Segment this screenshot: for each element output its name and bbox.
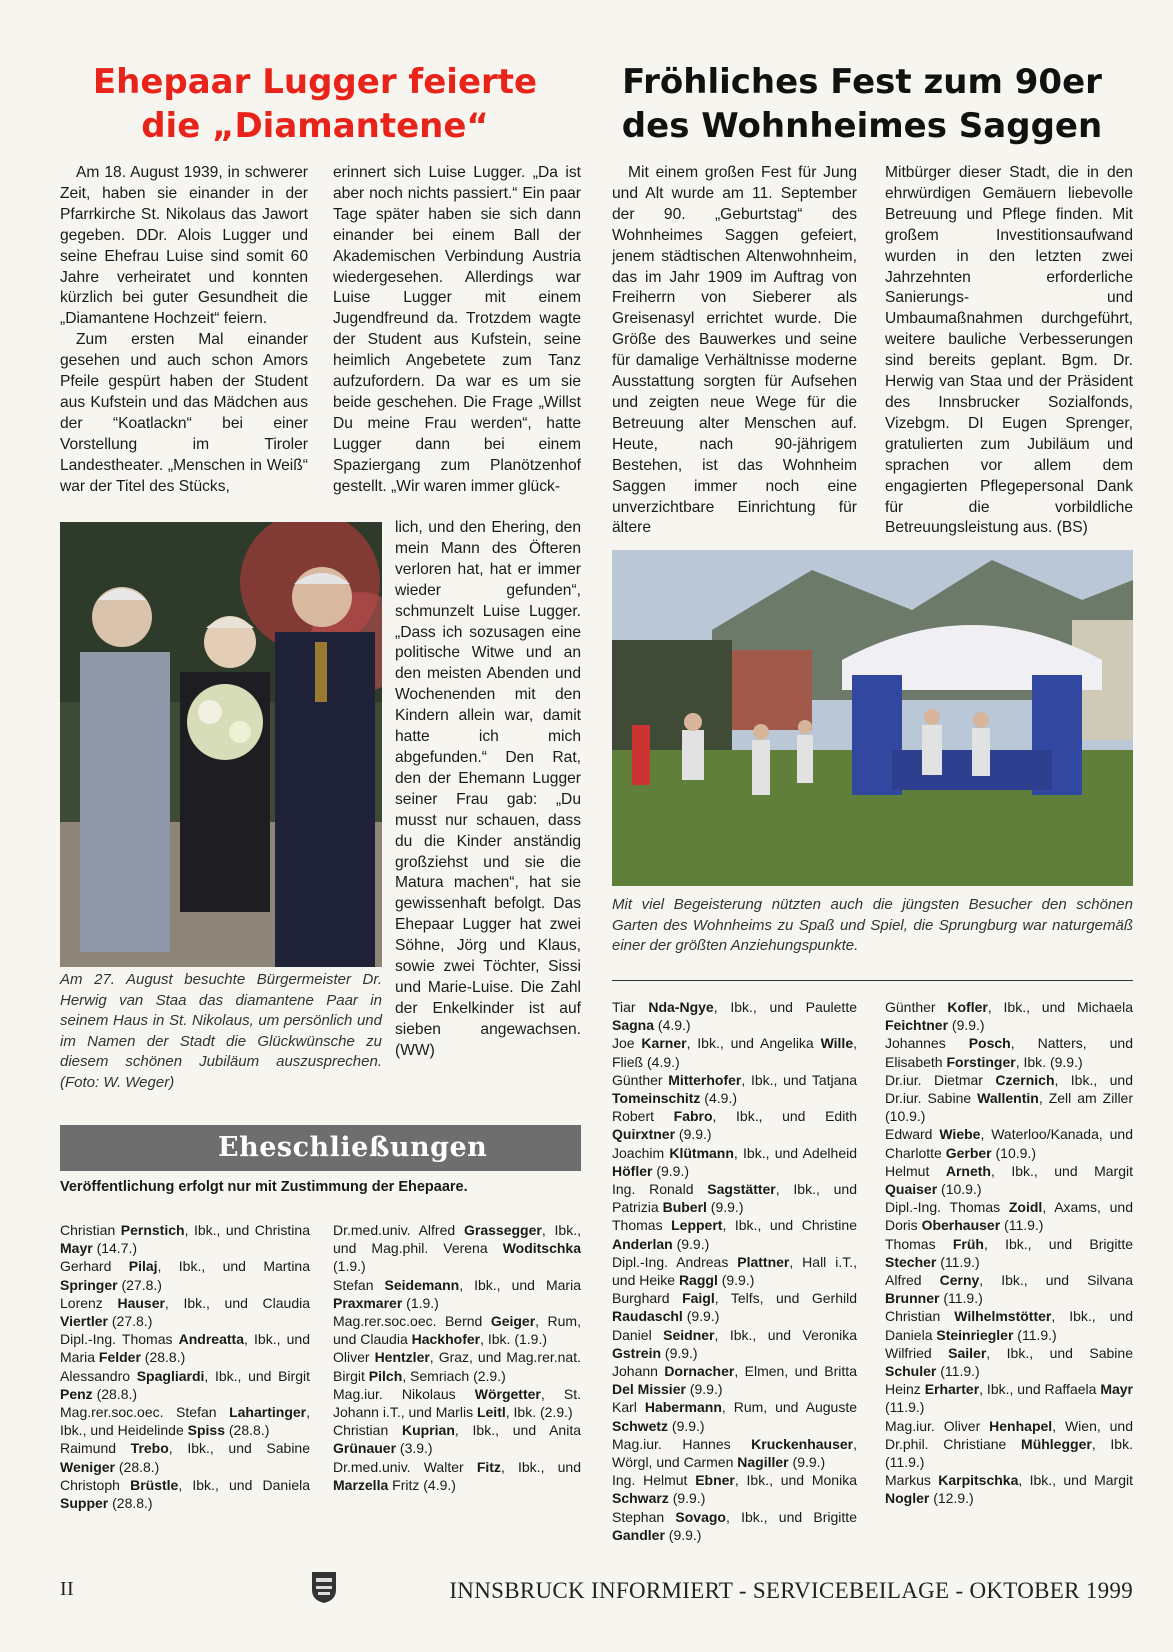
marriage-entry — [885, 1344, 1133, 1380]
marriage-surname: Karpitschka — [938, 1472, 1019, 1489]
marriage-surname: Geiger — [490, 1313, 536, 1330]
marriage-surname: Feichtner — [885, 1017, 949, 1034]
marriage-text: Johann — [612, 1363, 665, 1380]
marriage-entry — [60, 1257, 310, 1293]
marriage-text: (4.9.) — [700, 1090, 737, 1107]
marriage-text: Gerhard — [60, 1258, 129, 1275]
marriage-entry — [60, 1403, 310, 1439]
marriage-text: (28.8.) — [140, 1349, 186, 1366]
marriage-surname: Dornacher — [664, 1363, 735, 1380]
marriage-surname: Schwetz — [612, 1417, 669, 1434]
marriage-text: (28.8.) — [114, 1458, 160, 1475]
marriage-text: , Ibk., und Claudia — [164, 1294, 310, 1311]
marriages-col3 — [612, 998, 857, 1544]
marriage-entry — [612, 1216, 857, 1252]
marriage-text: Mag.rer.soc.oec. Bernd — [333, 1313, 491, 1330]
marriage-text: , Ibk., und Sabine — [168, 1440, 310, 1457]
marriage-text: Dipl.-Ing. Thomas — [885, 1199, 1009, 1216]
marriage-text: Daniel — [612, 1326, 664, 1343]
marriage-text: (11.9.) — [1000, 1217, 1044, 1234]
marriage-surname: Plattner — [737, 1253, 790, 1270]
marriage-entry — [885, 1471, 1133, 1507]
marriage-text: Raimund — [60, 1440, 131, 1457]
marriage-entry — [612, 1253, 857, 1289]
marriage-text: (9.9.) — [668, 1417, 705, 1434]
marriage-text: , Waterloo/Kanada, und Charlotte — [885, 1126, 1133, 1161]
marriage-text: , Zell am Ziller (10.9.) — [885, 1090, 1133, 1125]
marriage-text: (27.8.) — [117, 1276, 162, 1293]
marriage-text: , Natters, und Elisabeth — [885, 1035, 1133, 1070]
marriage-surname: Erharter — [924, 1381, 980, 1398]
marriage-text: , Ibk., und Veronika — [714, 1326, 857, 1343]
marriage-surname: Andreatta — [178, 1331, 244, 1348]
marriage-surname: Mayr — [60, 1240, 93, 1257]
marriage-surname: Karner — [641, 1035, 687, 1052]
right-headline-line2: des Wohnheimes Saggen — [621, 106, 1103, 146]
marriage-text: (9.9.) — [652, 1162, 690, 1179]
marriage-text: Markus — [885, 1472, 939, 1489]
marriage-entry — [333, 1385, 581, 1421]
marriage-entry — [612, 1435, 857, 1471]
marriage-surname: Viertler — [60, 1313, 108, 1330]
marriage-surname: Mayr — [1100, 1381, 1133, 1398]
marriage-text: , Ibk., und Paulette — [713, 999, 858, 1015]
marriage-text: , Ibk., und Christina — [184, 1222, 310, 1238]
marriage-entry — [885, 1125, 1133, 1161]
marriage-text: Tiar — [612, 999, 649, 1015]
marriage-text: Stefan — [333, 1276, 385, 1293]
left-col2-narrow-para: lich, und den Ehering, den mein Mann des Öfteren verloren hat, hat er immer wieder gefunden“, schmunzelt Luise Lugger. „Dass ich sozusagen eine politische Witwe und an den meisten Abenden und Wochenenden mit den Kindern allein war, damit hatte ich mich abgefunden.“ Den Rat, den der Ehemann Lugger seiner Frau gab: „Du musst nur schauen, dass du die Kinder anständig großziehst und sie die Matura machen“, hat sie gewissenhaft befolgt. Das Ehepaar Lugger hat zwei Söhne, Jörg und Klaus, sowie zwei Töchter, Sissi und Marie-Luise. Die Zahl der Enkelkinder ist auf sieben angewachsen. (WW) — [395, 519, 581, 1059]
marriage-surname: Posch — [968, 1035, 1011, 1052]
marriage-surname: Seidemann — [384, 1276, 460, 1293]
marriages-col2 — [333, 1221, 581, 1494]
marriage-entry — [885, 998, 1133, 1034]
marriage-surname: Fabro — [673, 1108, 713, 1125]
marriage-surname: Quirxtner — [612, 1126, 676, 1143]
marriage-text: , Elmen, und Britta — [734, 1363, 857, 1380]
marriage-text: Christian — [333, 1422, 402, 1439]
marriage-text: Robert — [612, 1108, 674, 1125]
marriage-entry — [612, 1326, 857, 1362]
marriage-surname: Anderlan — [612, 1235, 673, 1252]
marriage-text: (9.9.) — [706, 1199, 744, 1216]
marriage-text: , Ibk. (2.9.) — [505, 1404, 573, 1421]
marriage-surname: Raudaschl — [612, 1308, 683, 1325]
marriage-text: Christian — [60, 1222, 121, 1238]
marriage-surname: Kofler — [947, 999, 988, 1015]
marriage-surname: Raggl — [678, 1272, 718, 1289]
marriage-surname: Wilhelmstötter — [954, 1308, 1052, 1325]
marriage-surname: Sovago — [675, 1508, 726, 1525]
marriage-entry — [885, 1235, 1133, 1271]
marriage-text: , Ibk., und Margit — [1018, 1472, 1133, 1489]
left-headline-line2: die „Diamantene“ — [141, 106, 489, 146]
marriage-surname: Ebner — [695, 1472, 735, 1489]
marriage-text: , Ibk., und Michaela — [987, 999, 1133, 1015]
marriage-text: Thomas — [612, 1217, 672, 1234]
marriage-text: Günther — [885, 999, 948, 1015]
marriage-text: (11.9.) — [1013, 1326, 1057, 1343]
marriage-surname: Faigl — [682, 1290, 715, 1307]
right-headline-line1: Fröhliches Fest zum 90er — [622, 62, 1102, 102]
marriage-text: (1.9.) — [333, 1258, 366, 1275]
marriage-text: Karl — [612, 1399, 645, 1416]
marriage-surname: Brunner — [885, 1290, 940, 1307]
marriage-surname: Sagna — [612, 1017, 655, 1034]
marriage-text: (9.9.) — [717, 1272, 755, 1289]
marriage-text: , Ibk., und Birgit — [204, 1367, 310, 1384]
marriage-surname: Mühlegger — [1021, 1435, 1092, 1452]
left-col1-para1: Am 18. August 1939, in schwerer Zeit, haben sie einander in der Pfarrkirche St. Nikolaus das Jawort gegeben. DDr. Alois Lugger und seine Ehefrau Luise sind somit 60 Jahre verheiratet und konnten kürzlich bei guter Gesundheit die „Diamantene Hochzeit“ feiern. — [60, 164, 308, 328]
marriage-surname: Klütmann — [669, 1144, 734, 1161]
festival-photo-caption: Mit viel Begeisterung nützten auch die jüngsten Besucher den schönen Garten des Wohnheims zu Spaß und Spiel, die Sprungburg war naturgemäß einer der größten Anziehungspunkte. — [612, 896, 1133, 955]
marriage-surname: Hentzler — [374, 1349, 430, 1366]
marriage-surname: Gstrein — [612, 1344, 662, 1361]
marriage-text: , Ibk., und Maria — [60, 1331, 310, 1366]
marriage-entry — [885, 1198, 1133, 1234]
marriage-surname: Buberl — [662, 1199, 707, 1216]
marriage-surname: Hauser — [117, 1294, 165, 1311]
marriage-entry — [612, 1144, 857, 1180]
marriage-text: , Hall i.T., und Heike — [612, 1253, 857, 1289]
marriage-surname: Mitterhofer — [668, 1071, 742, 1088]
marriage-text: , Ibk., und Heidelinde — [60, 1404, 310, 1439]
left-col2-narrow-text — [395, 518, 581, 1062]
marriage-text: Dr.med.univ. Alfred — [333, 1222, 464, 1238]
marriage-text: Joachim — [612, 1144, 670, 1161]
marriage-surname: Forstinger — [946, 1053, 1016, 1070]
section-divider — [612, 980, 1133, 981]
marriage-text: , St. Johann i.T., und Marlis — [333, 1385, 581, 1421]
left-headline — [60, 60, 570, 148]
marriage-surname: Wille — [820, 1035, 854, 1052]
marriage-text: , Ibk. (1.9.) — [480, 1331, 548, 1348]
marriage-surname: Wiebe — [939, 1126, 981, 1143]
marriage-text: (9.9.) — [672, 1235, 710, 1252]
marriage-surname: Gandler — [612, 1526, 665, 1543]
marriage-entry — [333, 1458, 581, 1494]
marriages-col4 — [885, 998, 1133, 1508]
marriage-surname: Leppert — [671, 1217, 723, 1234]
marriage-surname: Henhapel — [989, 1417, 1053, 1434]
marriage-text: Alessandro — [60, 1367, 137, 1384]
marriage-text: (9.9.) — [675, 1126, 712, 1143]
marriage-entry — [612, 1362, 857, 1398]
marriage-text: (9.9.) — [948, 1017, 985, 1034]
marriage-entry — [612, 1508, 857, 1544]
left-headline-line1: Ehepaar Lugger feierte — [92, 62, 538, 102]
marriage-surname: Nda-Ngye — [648, 999, 714, 1015]
marriage-text: Mag.rer.soc.oec. Stefan — [60, 1404, 230, 1421]
marriage-entry — [60, 1367, 310, 1403]
marriage-surname: Schwarz — [612, 1490, 669, 1507]
festival-photo — [612, 550, 1133, 886]
marriage-entry — [612, 1398, 857, 1434]
marriage-text: Heinz — [885, 1381, 925, 1398]
marriage-surname: Schuler — [885, 1363, 937, 1380]
marriage-surname: Trebo — [130, 1440, 169, 1457]
marriage-surname: Praxmarer — [333, 1294, 403, 1311]
marriage-entry — [885, 1417, 1133, 1472]
marriages-title: Eheschließungen — [218, 1132, 488, 1163]
marriage-surname: Marzella — [333, 1476, 389, 1493]
city-crest-icon — [310, 1570, 338, 1604]
marriage-surname: Cerny — [939, 1272, 980, 1289]
marriage-text: , Axams, und Doris — [885, 1199, 1133, 1234]
marriage-surname: Penz — [60, 1385, 93, 1402]
marriage-surname: Spiss — [187, 1422, 225, 1439]
publication-footer: INNSBRUCK INFORMIERT - SERVICEBEILAGE - OKTOBER 1999 — [449, 1578, 1133, 1603]
marriage-surname: Grünauer — [333, 1440, 397, 1457]
marriage-text: Ing. Helmut — [612, 1472, 696, 1489]
marriage-text: Dipl.-Ing. Thomas — [60, 1331, 179, 1348]
marriage-surname: Fitz — [476, 1458, 501, 1475]
marriage-surname: Zoidl — [1008, 1199, 1043, 1216]
marriage-text: , Ibk., und Daniela — [178, 1476, 310, 1493]
marriage-entry — [612, 1180, 857, 1216]
marriage-text: , Ibk., und — [500, 1458, 581, 1475]
marriage-text: , Ibk., und Tatjana — [741, 1071, 857, 1088]
marriage-text: (28.8.) — [92, 1385, 138, 1402]
marriage-text: , Wörgl, und Carmen — [612, 1435, 857, 1471]
marriage-text: , Ibk., und Martina — [157, 1258, 311, 1275]
marriage-entry — [333, 1348, 581, 1384]
marriage-text: , Ibk., und Maria — [459, 1276, 581, 1293]
left-col2-top-para: erinnert sich Luise Lugger. „Da ist aber noch nichts passiert.“ Ein paar Tage später haben sie sich dann einander bei einem Ball der Akademischen Verbindung Austria wiedergesehen. Allerdings war Luise Lugger mit einem Jugendfreund da. Trotzdem wagte der Student aus Kufstein, seine heimlich Angebetete zum Tanz aufzufordern. Da war es um sie beide geschehen. Die Frage „Willst Du meine Frau werden“, hatte Lugger dann bei einem Spaziergang zum Planötzenhof gestellt. „Wir waren immer glück- — [333, 164, 581, 495]
marriage-entry — [612, 1107, 857, 1143]
marriage-entry — [885, 1271, 1133, 1307]
marriage-text: Mag.iur. Oliver — [885, 1417, 990, 1434]
marriage-text: Stephan — [612, 1508, 676, 1525]
marriage-text: , Ibk., und Patrizia — [612, 1181, 858, 1216]
marriage-text: , Ibk., und Mag.phil. Verena — [333, 1222, 581, 1257]
right-headline — [612, 60, 1112, 148]
marriage-text: Dipl.-Ing. Andreas — [612, 1253, 738, 1270]
marriage-surname: Spagliardi — [136, 1367, 205, 1384]
marriage-text: , Rum, und Claudia — [333, 1313, 581, 1348]
marriage-surname: Hackhofer — [411, 1331, 481, 1348]
marriage-entry — [612, 1471, 857, 1507]
marriage-surname: Springer — [60, 1276, 118, 1293]
marriage-surname: Supper — [60, 1495, 109, 1512]
marriage-text: , Ibk., und Margit — [990, 1162, 1133, 1179]
marriage-text: Dr.med.univ. Walter — [333, 1458, 477, 1475]
marriage-text: Lorenz — [60, 1294, 118, 1311]
left-col2-top-text — [333, 163, 581, 498]
marriage-entry — [333, 1312, 581, 1348]
marriages-notice: Veröffentlichung erfolgt nur mit Zustimmung der Ehepaare. — [60, 1179, 468, 1195]
marriage-surname: Tomeinschitz — [612, 1090, 701, 1107]
marriage-text: (11.9.) — [939, 1290, 983, 1307]
marriage-text: Mag.iur. Hannes — [612, 1435, 752, 1452]
marriage-text: , Ibk., und Sabine — [986, 1344, 1133, 1361]
marriage-text: , Ibk., und Monika — [734, 1472, 857, 1489]
marriage-text: , Ibk., und Christine — [722, 1217, 857, 1234]
marriage-text: Fritz (4.9.) — [388, 1476, 456, 1493]
marriage-text: (9.9.) — [661, 1344, 698, 1361]
marriage-text: , Fließ (4.9.) — [612, 1035, 857, 1070]
couple-photo-caption: Am 27. August besuchte Bürgermeister Dr. Herwig van Staa das diamantene Paar in seinem Haus in St. Nikolaus, um persönlich und im Namen der Stadt die Glückwünsche zu diesem schönen Jubiläum auszusprechen. (Foto: W. Weger) — [60, 971, 382, 1091]
marriage-text: Ing. Ronald — [612, 1181, 708, 1198]
marriage-text: (10.9.) — [937, 1181, 982, 1198]
marriage-text: (1.9.) — [402, 1294, 439, 1311]
marriage-text: , Ibk., und Anita — [454, 1422, 581, 1439]
marriage-text: , Rum, und Auguste — [721, 1399, 857, 1416]
marriage-surname: Habermann — [644, 1399, 722, 1416]
marriage-surname: Wörgetter — [474, 1385, 541, 1402]
marriage-text: , Ibk. (9.9.) — [1015, 1053, 1083, 1070]
marriage-text: (9.9.) — [668, 1490, 706, 1507]
marriage-entry — [60, 1221, 310, 1257]
marriage-text: Christoph — [60, 1476, 131, 1493]
right-col2-text — [885, 163, 1133, 539]
marriage-surname: Sagstätter — [707, 1181, 776, 1198]
marriage-text: (11.9.) — [936, 1253, 980, 1270]
marriage-text: (9.9.) — [788, 1454, 826, 1471]
marriage-text: , Ibk., und Brigitte — [983, 1235, 1133, 1252]
marriage-surname: Seidner — [663, 1326, 715, 1343]
marriage-surname: Früh — [952, 1235, 984, 1252]
marriages-banner — [60, 1125, 581, 1171]
marriage-entry — [60, 1330, 310, 1366]
marriage-text: (9.9.) — [685, 1381, 723, 1398]
left-col1-para2: Zum ersten Mal einander gesehen und auch schon Amors Pfeile gespürt haben der Student aus Kufstein und das Mädchen aus der “Koatlackn“ bei einer Vorstellung im Tiroler Landestheater. „Menschen in Weiß“ war der Titel des Stücks, — [60, 331, 308, 495]
marriage-text: (9.9.) — [664, 1526, 702, 1543]
right-col1-para: Mit einem großen Fest für Jung und Alt wurde am 11. September der 90. „Geburtstag“ des Wohnheimes Saggen gefeiert, jenem städtischen Altenwohnheim, das im Jahr 1909 im Auftrag von Freiherrn von Sieberer als Greisenasyl errichtet wurde. Die Größe des Bauwerkes und seine für damalige Verhältnisse moderne Ausstattung sorgten für Aufsehen und zeigten neue Wege für die Betreuung alter Menschen auf. Heute, nach 90-jährigem Bestehen, ist das Wohnheim Saggen immer noch eine unverzichtbare Einrichtung für ältere — [612, 164, 857, 537]
marriage-text: (28.8.) — [108, 1495, 153, 1512]
marriage-entry — [885, 1307, 1133, 1343]
marriage-surname: Wallentin — [977, 1090, 1039, 1107]
marriage-text: Alfred — [885, 1272, 940, 1289]
marriage-text: Joe — [612, 1035, 642, 1052]
marriage-entry — [885, 1162, 1133, 1198]
marriage-surname: Leitl — [476, 1404, 506, 1421]
marriage-text: , Ibk. (11.9.) — [885, 1435, 1133, 1471]
marriage-entry — [885, 1034, 1133, 1070]
marriage-surname: Pilch — [368, 1367, 403, 1384]
marriage-entry — [333, 1421, 581, 1457]
marriage-text: Christian — [885, 1308, 955, 1325]
right-col1-text — [612, 163, 857, 539]
marriage-surname: Steinriegler — [936, 1326, 1014, 1343]
marriage-entry — [612, 1289, 857, 1325]
marriage-text: (11.9.) — [936, 1363, 980, 1380]
marriage-text: , Ibk., und Adelheid — [733, 1144, 857, 1161]
marriage-text: , Ibk., und Silvana — [979, 1272, 1133, 1289]
marriage-surname: Höfler — [612, 1162, 653, 1179]
marriage-text: Edward — [885, 1126, 940, 1143]
marriage-entry — [60, 1476, 310, 1512]
marriage-text: (14.7.) — [92, 1240, 138, 1257]
marriage-text: Helmut — [885, 1162, 946, 1179]
marriage-text: Thomas — [885, 1235, 953, 1252]
marriage-surname: Lahartinger — [229, 1404, 307, 1421]
marriage-text: , Semriach (2.9.) — [402, 1367, 506, 1384]
marriage-text: , Ibk., und Angelika — [686, 1035, 821, 1052]
marriage-text: Mag.iur. Nikolaus — [333, 1385, 475, 1402]
marriage-text: , Ibk., und Dr.iur. Sabine — [885, 1071, 1133, 1107]
marriage-entry — [60, 1439, 310, 1475]
marriage-text: (3.9.) — [396, 1440, 433, 1457]
marriage-entry — [612, 998, 857, 1034]
marriage-text: Günther — [612, 1071, 669, 1088]
marriage-text: (28.8.) — [225, 1422, 270, 1439]
marriage-surname: Arneth — [945, 1162, 991, 1179]
marriage-text: , Graz, und Mag.rer.nat. Birgit — [333, 1349, 581, 1384]
marriage-text: (11.9.) — [885, 1399, 925, 1416]
marriage-text: Oliver — [333, 1349, 375, 1366]
right-col2-para: Mitbürger dieser Stadt, die in den ehrwürdigen Gemäuern liebevolle Betreuung und Pflege finden. Mit großem Investitionsaufwand wurden in den letzten zwei Jahrzehnten erforderliche Sanierungs- und Umbaumaßnahmen durchgeführt, weitere bauliche Verbesserungen sind bereits geplant. Bgm. Dr. Herwig van Staa und der Präsident des Innsbrucker Sozialfonds, Vizebgm. DI Eugen Sprenger, gratulierten zum Jubiläum und sprachen vor allem dem engagierten Pflegepersonal Dank für die vorbildliche Betreuungsleistung aus. (BS) — [885, 164, 1133, 537]
marriage-surname: Kuprian — [402, 1422, 455, 1439]
marriage-text: , Ibk., und Raffaela — [979, 1381, 1101, 1398]
marriage-surname: Brüstle — [130, 1476, 179, 1493]
marriage-text: Wilfried — [885, 1344, 949, 1361]
marriage-text: (10.9.) — [991, 1144, 1036, 1161]
marriage-text: , Ibk., und Brigitte — [725, 1508, 857, 1525]
marriage-text: Burghard — [612, 1290, 683, 1307]
marriage-text: (9.9.) — [682, 1308, 720, 1325]
marriage-text: , Ibk., und Daniela — [885, 1308, 1134, 1343]
marriage-surname: Weniger — [60, 1458, 115, 1475]
marriage-surname: Pilaj — [128, 1258, 158, 1275]
marriage-text: Dr.iur. Dietmar — [885, 1071, 996, 1088]
marriage-entry — [333, 1276, 581, 1312]
marriage-surname: Stecher — [885, 1253, 937, 1270]
left-col1-text — [60, 163, 308, 498]
marriage-text: (12.9.) — [929, 1490, 974, 1507]
marriages-col1 — [60, 1221, 310, 1512]
marriage-surname: Woditschka — [502, 1240, 581, 1257]
marriage-text: , Wien, und Dr.phil. Christiane — [885, 1417, 1133, 1452]
marriage-surname: Nagiller — [737, 1454, 789, 1471]
marriage-surname: Quaiser — [885, 1181, 938, 1198]
marriage-surname: Felder — [98, 1349, 141, 1366]
marriage-text: Johannes — [885, 1035, 969, 1052]
marriage-surname: Kruckenhauser — [751, 1435, 854, 1452]
marriage-entry — [612, 1034, 857, 1070]
marriage-surname: Czernich — [995, 1071, 1055, 1088]
marriage-surname: Sailer — [948, 1344, 987, 1361]
marriage-entry — [885, 1071, 1133, 1126]
marriage-text: , Telfs, und Gerhild — [714, 1290, 857, 1307]
marriage-entry — [885, 1380, 1133, 1416]
marriage-surname: Pernstich — [120, 1222, 185, 1238]
marriage-surname: Grassegger — [464, 1222, 542, 1238]
marriage-surname: Nogler — [885, 1490, 930, 1507]
marriage-entry — [333, 1221, 581, 1276]
marriage-entry — [60, 1294, 310, 1330]
marriage-text: (27.8.) — [108, 1313, 153, 1330]
marriage-surname: Oberhauser — [921, 1217, 1001, 1234]
marriage-entry — [612, 1071, 857, 1107]
page-number: II — [60, 1578, 74, 1600]
marriage-surname: Gerber — [945, 1144, 992, 1161]
couple-photo — [60, 522, 382, 967]
marriage-text: , Ibk., und Edith — [712, 1108, 857, 1125]
marriage-text: (4.9.) — [654, 1017, 691, 1034]
marriage-surname: Del Missier — [612, 1381, 686, 1398]
